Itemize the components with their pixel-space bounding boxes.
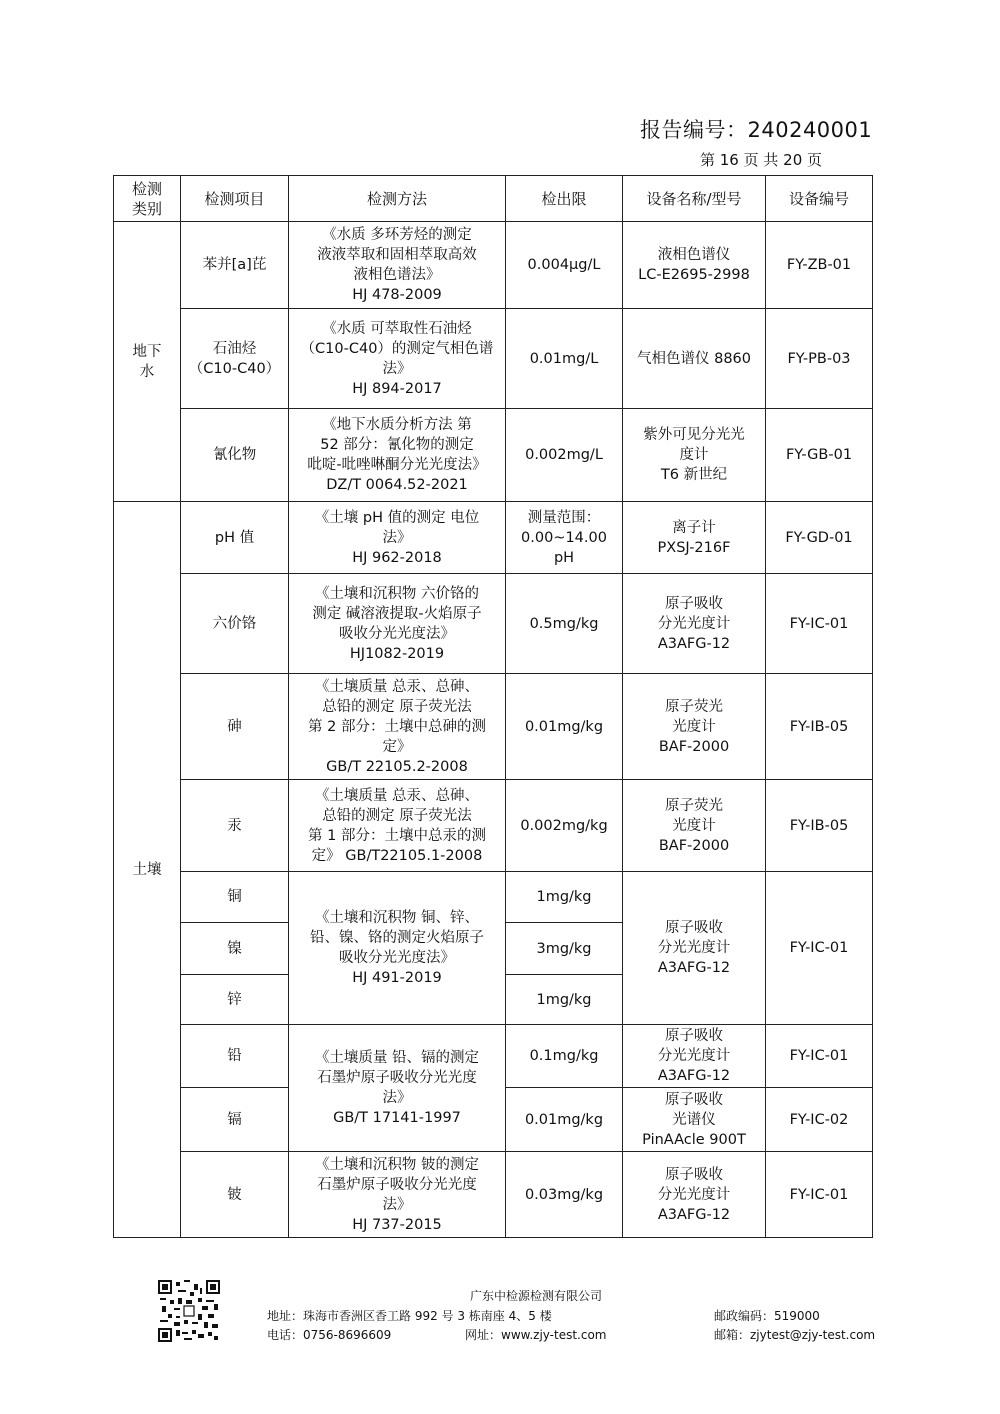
limit-cell: 0.1mg/kg [506,1025,623,1088]
table-row [114,872,873,923]
item-cell: 苯并[a]芘 [181,222,289,309]
item-cell: pH 值 [181,502,289,574]
code-cell: FY-IC-01 [766,574,873,674]
footer-email[interactable]: 邮箱：zjytest@zjy-test.com [714,1328,876,1342]
code-cell: FY-GD-01 [766,502,873,574]
code-cell: FY-IC-01 [766,872,873,1025]
device-cell: 原子吸收 分光光度计 A3AFG-12 [623,1152,766,1238]
method-cell: 《水质 可萃取性石油烃 （C10-C40）的测定气相色谱 法》 HJ 894-2017 [289,309,506,409]
item-cell: 镉 [181,1088,289,1152]
item-cell: 铅 [181,1025,289,1088]
item-cell: 镍 [181,923,289,975]
limit-cell: 0.5mg/kg [506,574,623,674]
footer-address: 地址：珠海市香洲区香工路 992 号 3 栋南座 4、5 楼 [267,1309,552,1323]
item-cell: 汞 [181,780,289,872]
item-cell: 铜 [181,872,289,923]
method-cell: 《地下水质分析方法 第 52 部分：氰化物的测定 吡啶-吡唑啉酮分光光度法》 DZ/T 0064.52-2021 [289,409,506,502]
device-cell: 原子吸收 分光光度计 A3AFG-12 [623,1025,766,1088]
col-header-limit: 检出限 [506,176,623,222]
item-cell: 氰化物 [181,409,289,502]
table-row [114,309,873,409]
col-header-item: 检测项目 [181,176,289,222]
limit-cell: 1mg/kg [506,872,623,923]
limit-cell: 0.01mg/kg [506,674,623,780]
limit-cell: 0.01mg/L [506,309,623,409]
code-cell: FY-IC-01 [766,1025,873,1088]
method-cell: 《土壤质量 铅、镉的测定 石墨炉原子吸收分光光度 法》 GB/T 17141-1997 [289,1025,506,1152]
code-cell: FY-IC-01 [766,1152,873,1238]
code-cell: FY-IB-05 [766,674,873,780]
table-row [114,502,873,574]
device-cell: 原子吸收 分光光度计 A3AFG-12 [623,574,766,674]
report-number-label: 报告编号： [640,118,748,142]
col-header-device: 设备名称/型号 [623,176,766,222]
test-methods-table [113,175,873,1238]
report-number-value: 240240001 [747,118,873,142]
table-row [114,409,873,502]
table-row [114,222,873,309]
device-cell: 原子荧光 光度计 BAF-2000 [623,674,766,780]
code-cell: FY-ZB-01 [766,222,873,309]
table-row [114,574,873,674]
device-cell: 原子荧光 光度计 BAF-2000 [623,780,766,872]
footer-company: 广东中检源检测有限公司 [470,1289,603,1303]
item-cell: 石油烃 （C10-C40） [181,309,289,409]
item-cell: 六价铬 [181,574,289,674]
limit-cell: 3mg/kg [506,923,623,975]
col-header-code: 设备编号 [766,176,873,222]
code-cell: FY-IB-05 [766,780,873,872]
method-cell: 《土壤和沉积物 六价铬的 测定 碱溶液提取-火焰原子 吸收分光光度法》 HJ1082-2019 [289,574,506,674]
limit-cell: 1mg/kg [506,975,623,1025]
report-number [640,114,900,144]
device-cell: 紫外可见分光光 度计 T6 新世纪 [623,409,766,502]
device-cell: 液相色谱仪 LC-E2695-2998 [623,222,766,309]
limit-cell: 0.01mg/kg [506,1088,623,1152]
table-row [114,1025,873,1088]
col-header-method: 检测方法 [289,176,506,222]
category-cell-soil: 土壤 [114,502,181,1238]
method-cell: 《土壤质量 总汞、总砷、 总铅的测定 原子荧光法 第 2 部分：土壤中总砷的测 定》 GB/T 22105.2-2008 [289,674,506,780]
item-cell: 铍 [181,1152,289,1238]
table-row [114,780,873,872]
limit-cell: 测量范围： 0.00~14.00 pH [506,502,623,574]
device-cell: 气相色谱仪 8860 [623,309,766,409]
col-header-category: 检测 类别 [114,176,181,222]
item-cell: 砷 [181,674,289,780]
page-info: 第 16 页 共 20 页 [700,151,823,169]
device-cell: 原子吸收 分光光度计 A3AFG-12 [623,872,766,1025]
device-cell: 离子计 PXSJ-216F [623,502,766,574]
category-cell-groundwater: 地下 水 [114,222,181,502]
table-header-row [114,176,873,222]
footer-postcode: 邮政编码：519000 [714,1309,820,1323]
footer-website[interactable]: 网址：www.zjy-test.com [465,1328,607,1342]
device-cell: 原子吸收 光谱仪 PinAAcle 900T [623,1088,766,1152]
limit-cell: 0.03mg/kg [506,1152,623,1238]
table-row [114,674,873,780]
table-row [114,1152,873,1238]
code-cell: FY-PB-03 [766,309,873,409]
limit-cell: 0.004μg/L [506,222,623,309]
method-cell: 《土壤质量 总汞、总砷、 总铅的测定 原子荧光法 第 1 部分：土壤中总汞的测 定》 GB/T22105.1-2008 [289,780,506,872]
method-cell: 《土壤和沉积物 铍的测定 石墨炉原子吸收分光光度 法》 HJ 737-2015 [289,1152,506,1238]
method-cell: 《水质 多环芳烃的测定 液液萃取和固相萃取高效 液相色谱法》 HJ 478-2009 [289,222,506,309]
code-cell: FY-IC-02 [766,1088,873,1152]
limit-cell: 0.002mg/kg [506,780,623,872]
item-cell: 锌 [181,975,289,1025]
code-cell: FY-GB-01 [766,409,873,502]
method-cell: 《土壤和沉积物 铜、锌、 铅、镍、铬的测定火焰原子 吸收分光光度法》 HJ 491-2019 [289,872,506,1025]
footer-phone: 电话：0756-8696609 [267,1328,392,1342]
method-cell: 《土壤 pH 值的测定 电位 法》 HJ 962-2018 [289,502,506,574]
limit-cell: 0.002mg/L [506,409,623,502]
